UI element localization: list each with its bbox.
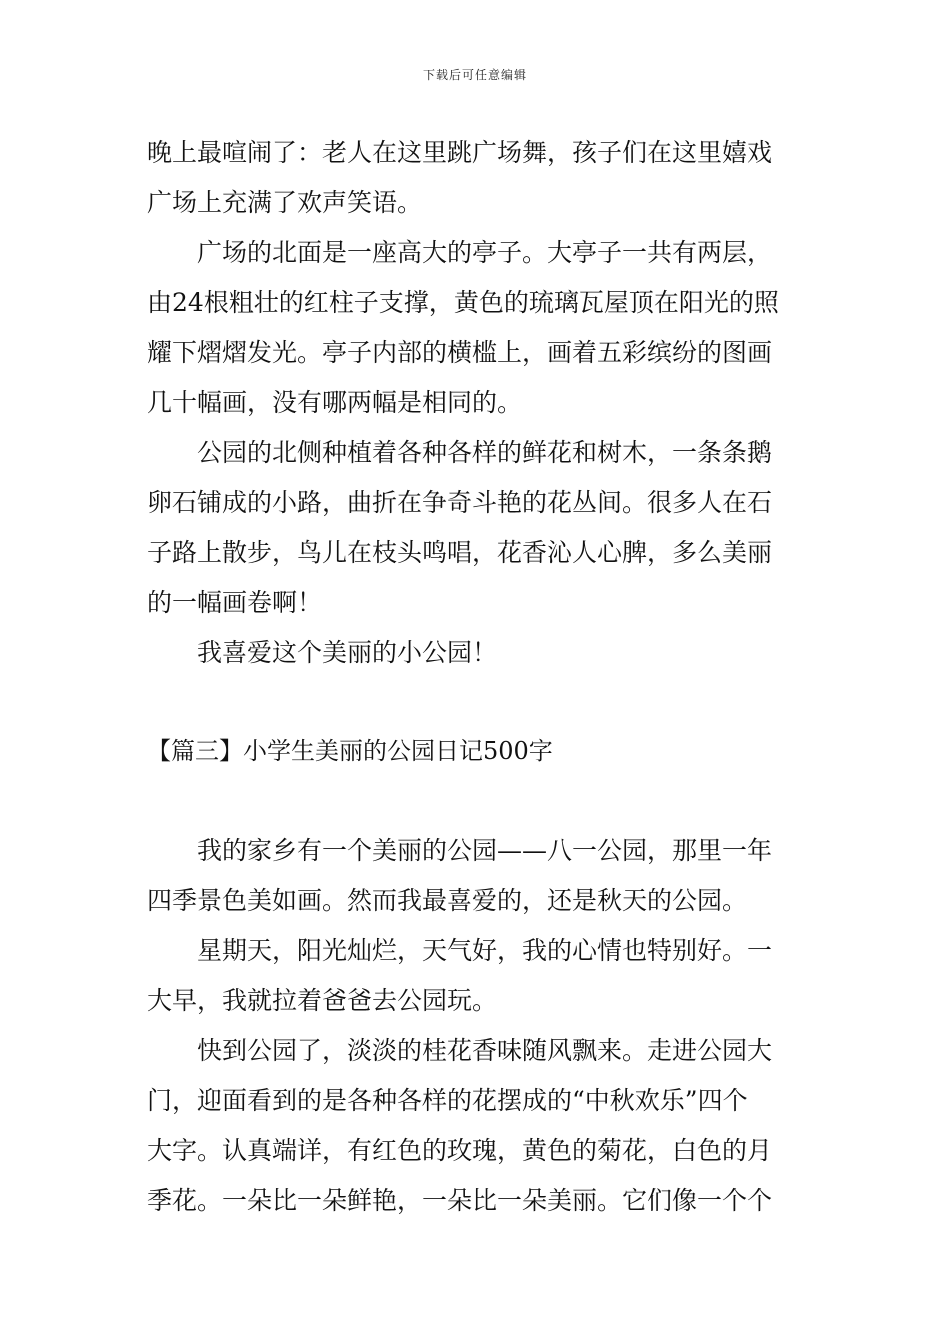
- spacer: [147, 678, 807, 726]
- text-line: 的一幅画卷啊！: [147, 588, 323, 617]
- paragraph-first-line: 广场的北面是一座高大的亭子。大亭子一共有两层，: [197, 238, 773, 267]
- text-line: 由24根粗壮的红柱子支撑，黄色的琉璃瓦屋顶在阳光的照: [147, 288, 779, 317]
- text-line: 四季景色美如画。然而我最喜爱的，还是秋天的公园。: [147, 886, 748, 915]
- paragraph-first-line: 快到公园了，淡淡的桂花香味随风飘来。走进公园大: [197, 1036, 773, 1065]
- text-line: 子路上散步，鸟儿在枝头鸣唱，花香沁人心脾，多么美丽: [147, 538, 773, 567]
- paragraph-first-line: 我喜爱这个美丽的小公园！: [197, 638, 498, 667]
- page-header: 下载后可任意编辑: [422, 68, 527, 82]
- text-line: 大早，我就拉着爸爸去公园玩。: [147, 986, 498, 1015]
- text-line: 晚上最喧闹了：老人在这里跳广场舞，孩子们在这里嬉戏: [147, 138, 773, 167]
- text-line: 耀下熠熠发光。亭子内部的横槛上，画着五彩缤纷的图画: [147, 338, 773, 367]
- spacer: [147, 776, 807, 826]
- paragraph-first-line: 公园的北侧种植着各种各样的鲜花和树木，一条条鹅: [197, 438, 773, 467]
- document-body: [147, 128, 807, 1226]
- text-line: 卵石铺成的小路，曲折在争奇斗艳的花丛间。很多人在石: [147, 488, 773, 517]
- text-line: 大字。认真端详，有红色的玫瑰，黄色的菊花，白色的月: [147, 1136, 773, 1165]
- section-title: 【篇三】小学生美丽的公园日记500字: [147, 737, 553, 765]
- text-line: 门，迎面看到的是各种各样的花摆成的“中秋欢乐”四个: [147, 1086, 748, 1115]
- paragraph-first-line: 我的家乡有一个美丽的公园——八一公园，那里一年: [197, 836, 773, 865]
- text-line: 季花。一朵比一朵鲜艳，一朵比一朵美丽。它们像一个个: [147, 1186, 773, 1215]
- paragraph-first-line: 星期天，阳光灿烂，天气好，我的心情也特别好。一: [197, 936, 773, 965]
- text-line: 几十幅画，没有哪两幅是相同的。: [147, 388, 523, 417]
- text-line: 广场上充满了欢声笑语。: [147, 188, 423, 217]
